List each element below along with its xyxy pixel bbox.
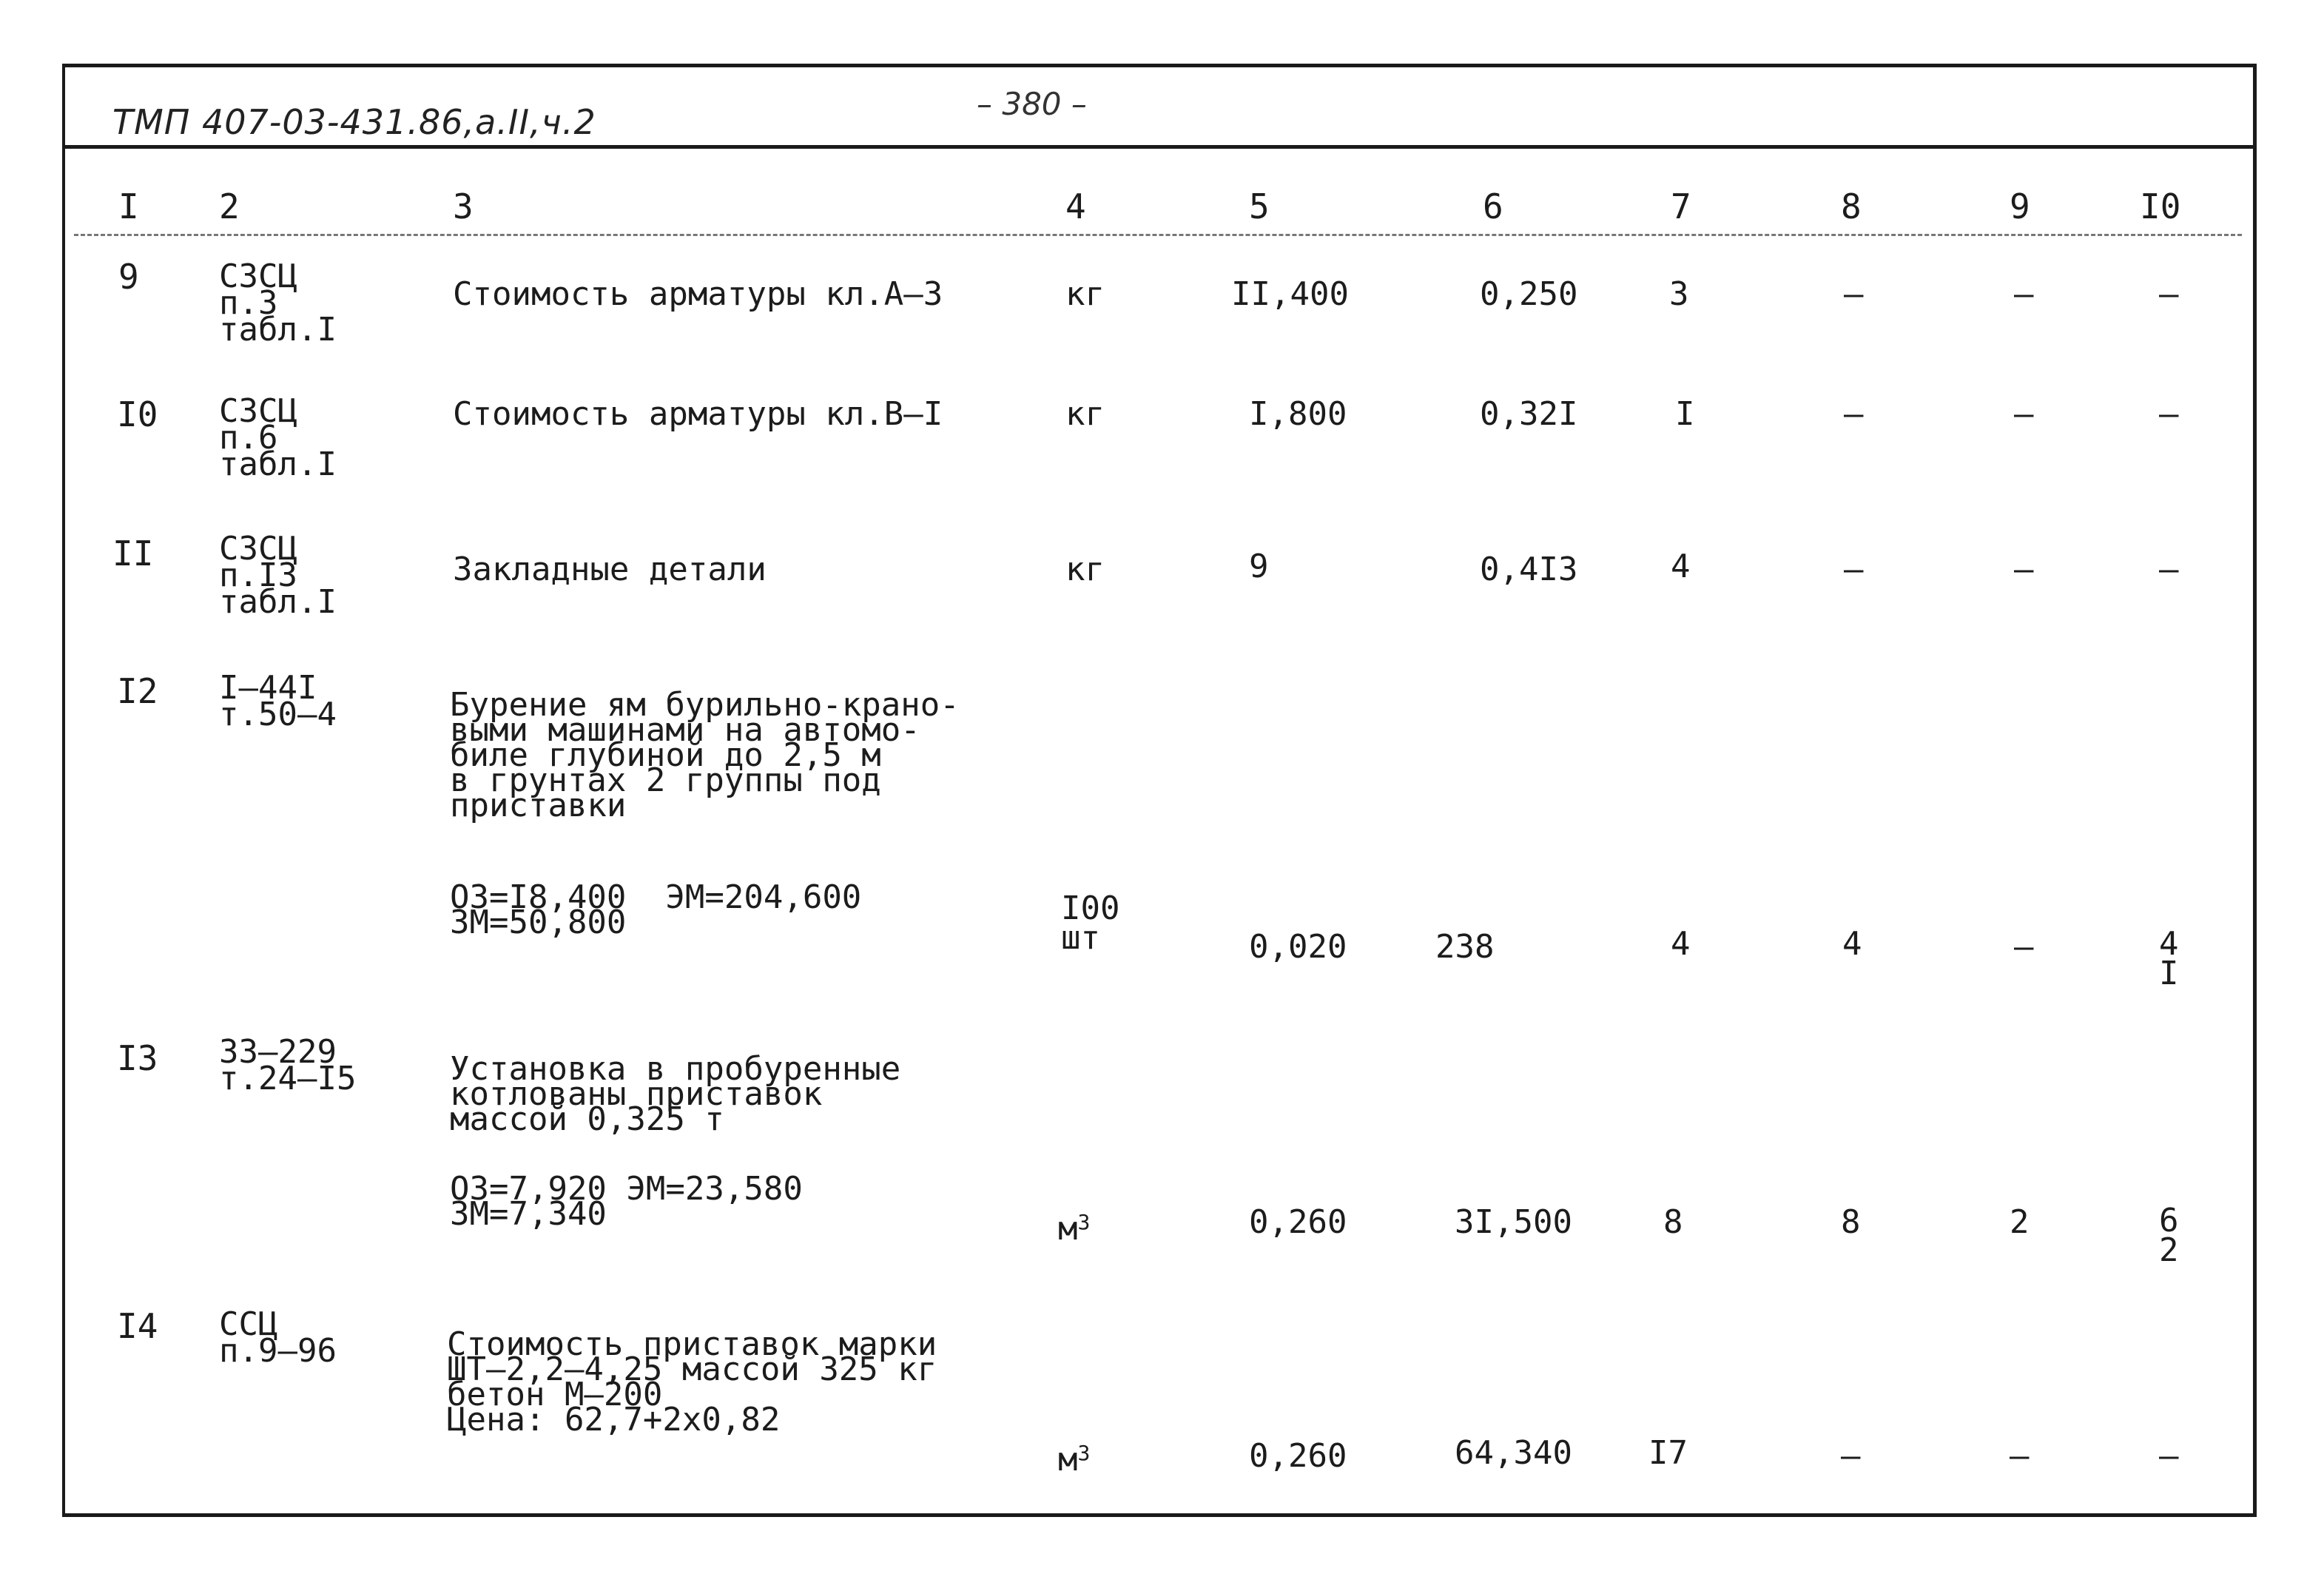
unit-base: м: [1058, 1441, 1078, 1479]
document-code: ТМП 407-03-431.86,а.II,ч.2: [112, 102, 596, 142]
row-description: Бурение ям бурильно-крано- выми машинами на автомо- биле глубиной до 2,5 м в грунтах 2 группы под приставки: [450, 686, 960, 824]
row-code: I–44I т.50–4: [219, 669, 337, 733]
unit-base: м: [1058, 1210, 1078, 1248]
row-unit: кг: [1065, 551, 1105, 588]
row-quantity: 0,260: [1249, 1437, 1347, 1475]
unit-superscript: 3: [1077, 1210, 1091, 1234]
row-quantity: II,400: [1231, 275, 1349, 313]
row-col9: –: [2010, 1437, 2030, 1475]
row-number: 9: [118, 257, 139, 297]
row-quantity: 9: [1249, 548, 1269, 585]
row-unit: кг: [1065, 275, 1105, 313]
row-number: II: [112, 534, 154, 574]
unit-superscript: 3: [1077, 1441, 1091, 1465]
row-price: 0,250: [1480, 275, 1578, 313]
row-description: Стоимость приставок марки ШТ–2,2–4,25 массой 325 кг бетон М–200 Цена: 62,7+2х0,82: [447, 1325, 937, 1439]
page-number: – 380 –: [977, 86, 1087, 122]
header-divider: [62, 145, 2257, 149]
row-col9: –: [2014, 551, 2034, 588]
column-header-divider: [74, 234, 2242, 236]
row-code: ССЦ п.9–96: [219, 1305, 337, 1370]
row-description: Стоимость арматуры кл.А–3: [453, 275, 943, 313]
row-quantity: 0,260: [1249, 1203, 1347, 1241]
row-col10: –: [2159, 551, 2179, 588]
row-col9: –: [2014, 395, 2034, 433]
row-col9: –: [2014, 928, 2034, 966]
row-col8: 8: [1841, 1203, 1861, 1241]
column-header-2: 2: [219, 186, 240, 226]
row-description: Закладные детали: [453, 551, 767, 588]
row-code: СЗСЦ п.3 табл.I: [219, 258, 337, 349]
row-total: 8: [1663, 1203, 1683, 1241]
column-header-5: 5: [1249, 186, 1270, 226]
column-header-10: I0: [2140, 186, 2181, 226]
row-col9: –: [2014, 275, 2034, 313]
row-number: I2: [117, 671, 158, 711]
column-header-6: 6: [1483, 186, 1503, 226]
row-price: 0,32I: [1480, 395, 1578, 433]
row-code: СЗСЦ п.6 табл.I: [219, 392, 337, 483]
row-col10: –: [2159, 1437, 2179, 1475]
row-unit: кг: [1065, 395, 1105, 433]
row-number: I4: [117, 1306, 158, 1346]
row-unit: [1058, 1440, 1091, 1479]
row-number: I3: [117, 1038, 158, 1078]
row-total: 4: [1671, 548, 1691, 585]
row-col8: –: [1844, 551, 1864, 588]
row-quantity: I,800: [1249, 395, 1347, 433]
row-col8: –: [1844, 395, 1864, 433]
row-col10: 4 I: [2159, 925, 2179, 992]
column-header-7: 7: [1671, 186, 1691, 226]
row-col10: –: [2159, 395, 2179, 433]
column-header-1: I: [118, 186, 139, 226]
column-header-4: 4: [1065, 186, 1086, 226]
row-labor-costs: ОЗ=7,920 ЭМ=23,580 ЗМ=7,340: [450, 1170, 803, 1233]
row-number: I0: [117, 394, 158, 434]
row-total: 3: [1669, 275, 1689, 313]
row-col10: –: [2159, 275, 2179, 313]
row-col8: –: [1841, 1437, 1861, 1475]
column-header-3: 3: [453, 186, 474, 226]
row-total: 4: [1671, 925, 1691, 963]
table-frame: [62, 64, 2257, 1517]
row-code: 33–229 т.24–I5: [219, 1033, 357, 1097]
row-total: I: [1675, 395, 1695, 433]
row-price: 0,4I3: [1480, 551, 1578, 588]
row-price: 3I,500: [1455, 1203, 1572, 1241]
row-col8: –: [1844, 275, 1864, 313]
row-price: 238: [1435, 928, 1495, 966]
column-header-9: 9: [2010, 186, 2030, 226]
row-description: Установка в пробуренные котлованы приставок массой 0,325 т: [450, 1050, 901, 1138]
row-code: СЗСЦ п.I3 табл.I: [219, 530, 337, 621]
row-unit: [1058, 1209, 1091, 1248]
row-total: I7: [1648, 1434, 1688, 1472]
row-col9: 2: [2010, 1203, 2030, 1241]
row-unit: I00 шт: [1061, 889, 1120, 957]
row-description: Стоимость арматуры кл.В–I: [453, 395, 943, 433]
column-header-8: 8: [1841, 186, 1862, 226]
row-col8: 4: [1842, 925, 1862, 963]
row-labor-costs: ОЗ=I8,400 ЭМ=204,600 ЗМ=50,800: [450, 878, 862, 941]
row-quantity: 0,020: [1249, 928, 1347, 966]
row-price: 64,340: [1455, 1434, 1572, 1472]
row-col10: 6 2: [2159, 1202, 2179, 1269]
